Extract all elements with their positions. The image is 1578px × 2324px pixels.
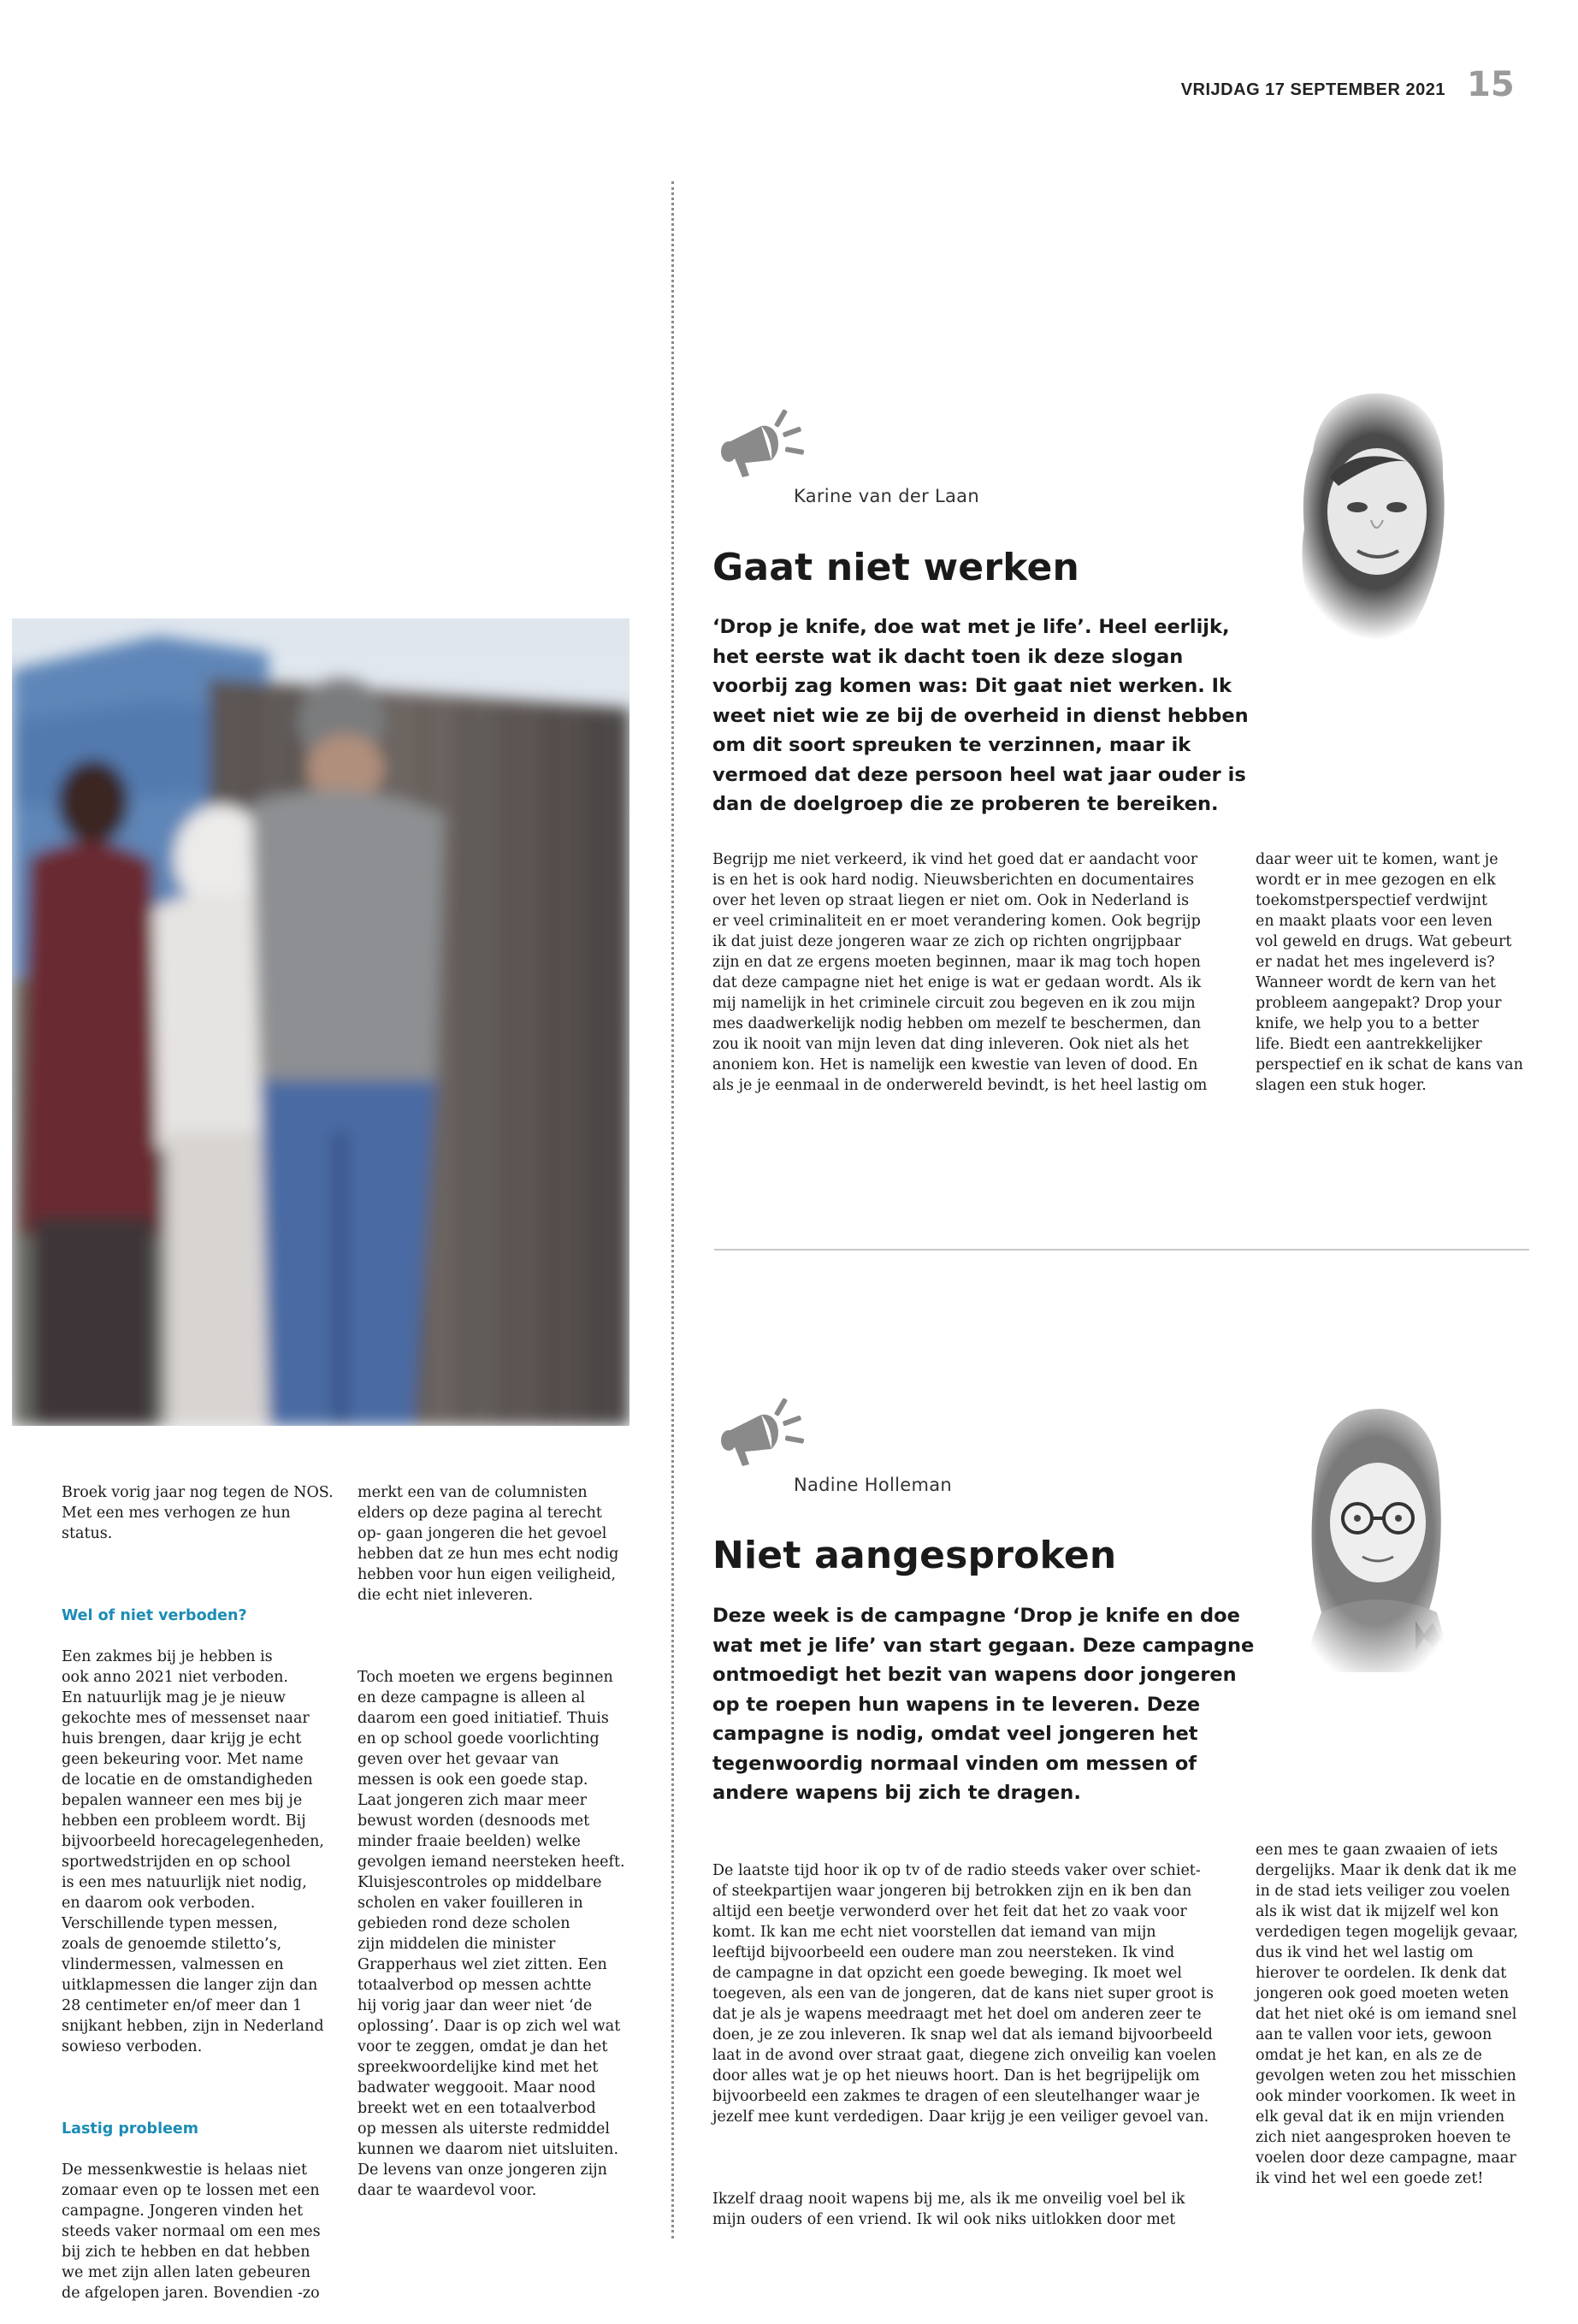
intro-text: ‘Drop je knife, doe wat met je life’. Heel eerlijk, het eerste wat ik dacht toen ik deze slogan voorbij zag komen was: Dit gaat niet werken. Ik weet niet wie ze bij de overheid in dienst hebben om dit soort spreuken te verzinnen, maar ik vermoed dat deze persoon heel wat jaar ouder is dan de doelgroep die ze proberen te bereiken.: [712, 616, 1249, 815]
author-name: Karine van der Laan: [794, 486, 979, 506]
left-article-col1: [62, 1462, 348, 2324]
paragraph: merkt een van de columnisten elders op deze pagina al terecht op- gaan jongeren die het gevoel hebben dat ze hun mes echt nodig hebben voor hun eigen veiligheid, die echt niet inleveren.: [358, 1484, 619, 1604]
megaphone-icon: [710, 1391, 808, 1476]
paragraph-gap: [712, 2148, 1226, 2168]
paragraph-gap: [62, 1564, 348, 1585]
author-portrait: [1287, 383, 1463, 640]
paragraph: Een zakmes bij je hebben is ook anno 2021 niet verboden. En natuurlijk mag je je nieuw gekochte mes of messenset naar huis brengen, daar krijg je echt geen bekeuring voor. Met name de locatie en de omstandigheden bepalen wanneer een mes bij je hebben een probleem wordt. Bij bijvoorbeeld horecagelegenheden, sportwedstrijden en op school is een mes natuurlijk niet nodig, en daarom ook verboden. Verschillende typen messen, zoals de genoemde stiletto’s, vlindermessen, valmessen en uitklapmessen die langer zijn dan 28 centimeter en/of meer dan 1 snijkant hebben, zijn in Nederland sowieso verboden.: [62, 1648, 324, 2055]
headline: Gaat niet werken: [712, 546, 1080, 589]
article-body-right: daar weer uit te komen, want je wordt er in mee gezogen en elk toekomstperspectief verdwijnt en maakt plaats voor een leven vol geweld en drugs. Wat gebeurt er nadat het mes ingeleverd is? Wanneer wordt de kern van het probleem aangepakt? Drop your knife, we help you to a better life. Biedt een aantrekkelijker perspectief en ik schat de kans van slagen een stuk hoger.: [1256, 851, 1523, 1094]
paragraph: De laatste tijd hoor ik op tv of de radio steeds vaker over schiet- of steekpartijen waar jongeren bij betrokken zijn en ik ben dan altijd een beetje verwonderd over het feit dat het zo vaak voor komt. Ik kan me echt niet voorstellen dat iemand van mijn leeftijd bijvoorbeeld een oudere man zou neersteken. Ik vind de campagne in dat opzicht een goede beweging. Ik moet wel toegeven, als een van de jongeren, dat de kans niet super groot is dat je als je wapens meedraagt met het doel om anderen zeer te doen, je ze zou inleveren. Ik snap wel dat als iemand bijvoorbeeld laat in de avond over straat gaat, diegene zich onveilig kan voelen door alles wat je op het nieuws hoort. Dan is het begrijpelijk om bijvoorbeeld een zakmes te dragen of een sleutelhanger waar je jezelf mee kunt verdedigen. Daar krijg je een veiliger gevoel van.: [712, 1862, 1217, 2126]
megaphone-icon: [710, 402, 808, 488]
paragraph-gap: [358, 1626, 648, 1647]
paragraph: Ikzelf draag nooit wapens bij me, als ik me onveilig voel bel ik mijn ouders of een vriend. Ik wil ook niks uitlokken door met: [712, 2191, 1185, 2228]
author-portrait: [1287, 1390, 1463, 1672]
intro-text: Deze week is de campagne ‘Drop je knife en doe wat met je life’ van start gegaan. Deze campagne ontmoedigt het bezit van wapens door jongeren op te roepen hun wapens in te leveren. Deze campagne is nodig, omdat veel jongeren het tegenwoordig normaal vinden om messen of andere wapens bij zich te dragen.: [712, 1605, 1255, 1804]
page-date: VRIJDAG 17 SEPTEMBER 2021: [1180, 80, 1445, 99]
paragraph: Broek vorig jaar nog tegen de NOS. Met een mes verhogen ze hun status.: [62, 1484, 334, 1542]
subheading: Wel of niet verboden?: [62, 1607, 247, 1624]
paragraph: Toch moeten we ergens beginnen en deze campagne is alleen al daarom een goed initiatief. Thuis en op school goede voorlichting geven over het gevaar van messen is ook een goede stap. Laat jongeren zich maar meer bewust worden (desnoods met minder fraaie beelden) welke gevolgen iemand neersteken heeft. Kluisjescontroles op middelbare scholen en vaker fouilleren in gebieden rond deze scholen zijn middelen die minister Grapperhaus wel ziet zitten. Een totaalverbod op messen achtte hij vorig jaar dan weer niet ‘de oplossing’. Daar is op zich wel wat voor te zeggen, omdat je dan het spreekwoordelijke kind met het badwater weggooit. Maar nood breekt wet en een totaalverbod op messen als uiterste redmiddel kunnen we daarom niet uitsluiten. De levens van onze jongeren zijn daar te waardevol voor.: [358, 1669, 625, 2199]
article-photo: [12, 618, 629, 1426]
headline: Niet aangesproken: [712, 1534, 1117, 1577]
subheading: Lastig probleem: [62, 2120, 199, 2138]
article-body-right: een mes te gaan zwaaien of iets dergelijks. Maar ik denk dat ik me in de stad iets veiliger zou voelen als ik wist dat ik mijzelf wel kon verdedigen tegen mogelijk gevaar, dus ik vind het wel lastig om hierover te oordelen. Ik denk dat jongeren ook goed moeten weten dat het niet oké is om iemand snel aan te vallen voor iets, gewoon omdat je het kan, en als ze de gevolgen weten zou het misschien ook minder voorkomen. Ik weet in elk geval dat ik en mijn vrienden zich niet aangesproken hoeven te voelen door deze campagne, maar ik vind het wel een goede zet!: [1256, 1842, 1518, 2187]
page-number: 15: [1467, 65, 1515, 104]
article-body-left: [712, 1840, 1226, 2250]
column-divider: [671, 181, 674, 2238]
author-name: Nadine Holleman: [794, 1475, 953, 1495]
article-body-left: Begrijp me niet verkeerd, ik vind het goed dat er aandacht voor is en het is ook hard nodig. Nieuwsberichten en documentaires over het leven op straat liegen er niet om. Ook in Nederland is er veel criminaliteit en er moet verandering komen. Ook begrijp ik dat juist deze jongeren waar ze zich op richten ongrijpbaar zijn en dat ze ergens moeten beginnen, maar ik mag toch hopen dat deze campagne niet het enige is wat er gedaan wordt. Als ik mij namelijk in het criminele circuit zou begeven en ik zou mijn mes daadwerkelijk nodig hebben om mezelf te beschermen, dan zou ik nooit van mijn leven dat ding inleveren. Ook niet als het anoniem kon. Het is namelijk een kwestie van leven of dood. En als je je eenmaal in de onderwereld bevindt, is het heel lastig om: [712, 851, 1208, 1094]
paragraph-gap: [62, 2078, 348, 2098]
left-article-col2: [358, 1462, 648, 2221]
paragraph: De messenkwestie is helaas niet zomaar even op te lossen met een campagne. Jongeren vinden het steeds vaker normaal om een mes bij zich te hebben en dat hebben we met zijn allen laten gebeuren de afgelopen jaren. Bovendien -zo: [62, 2161, 321, 2302]
section-divider: [714, 1249, 1529, 1251]
